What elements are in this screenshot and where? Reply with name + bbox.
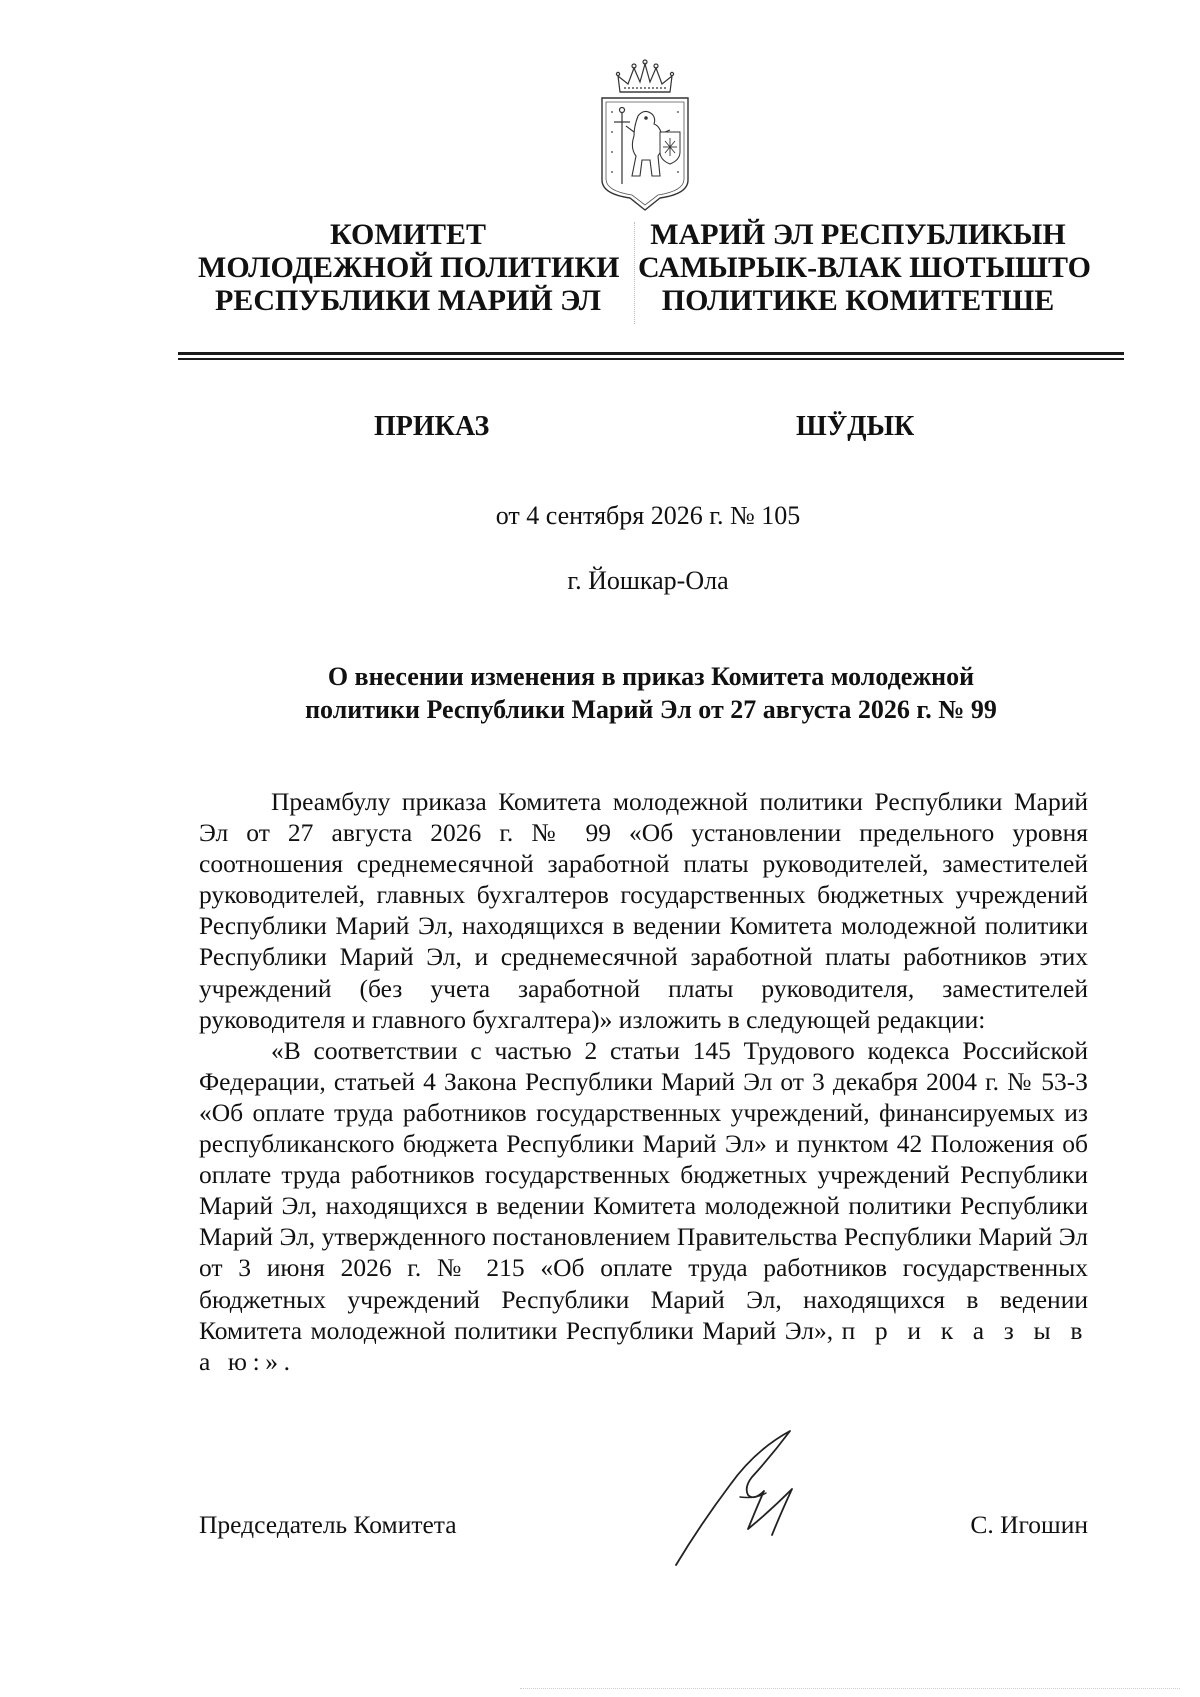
order-word-mari: ШӰДЫК	[796, 411, 915, 442]
body-paragraph-1: Преамбулу приказа Комитета молодежной политики Республики Марий Эл от 27 августа 2026 г. № 99 «Об установлении предельного уровня соотношения среднемесячной заработной платы руководителей, заместителей руководителей, главных бухгалтеров государственных бюджетных учреждений Республики Марий Эл, находящихся в ведении Комитета молодежной политики Республики Марий Эл, и среднемесячной заработной платы работников этих учреждений (без учета заработной платы руководителя, заместителей руководителя и главного бухгалтера)» изложить в следующей редакции:	[199, 787, 1088, 1034]
body-paragraph-2-spaced: п р и к а з ы в а ю:».	[199, 1315, 1088, 1376]
body-paragraph-2-text: «В соответствии с частью 2 статьи 145 Трудового кодекса Российской Федерации, статьей 4 Закона Республики Марий Эл от 3 декабря 2004 г. № 53-З «Об оплате труда работников государственных учреждений, финансируемых из республиканского бюджета Республики Марий Эл» и пунктом 42 Положения об оплате труда работников государственных бюджетных учреждений Республики Марий Эл, находящихся в ведении Комитета молодежной политики Республики Марий Эл, утвержденного постановлением Правительства Республики Марий Эл от 3 июня 2026 г. № 215 «Об оплате труда работников государственных бюджетных учреждений Республики Марий Эл, находящихся в ведении Комитета молодежной политики Республики Марий Эл»,	[199, 1035, 1088, 1345]
signatory-name: С. Игошин	[970, 1510, 1088, 1539]
header-right-line: САМЫРЫК-ВЛАК ШОТЫШТО	[638, 251, 1091, 284]
handwritten-signature	[660, 1425, 840, 1575]
header-left	[198, 218, 618, 317]
document-body	[199, 786, 1088, 1377]
body-paragraph-2	[199, 1035, 1088, 1377]
header-rule-thin	[178, 358, 1124, 360]
coat-of-arms-icon	[590, 52, 700, 212]
header-right-line: МАРИЙ ЭЛ РЕСПУБЛИКЫН	[650, 218, 1066, 251]
document-title-line: О внесении изменения в приказ Комитета молодежной	[327, 662, 975, 691]
document-title-line: политики Республики Марий Эл от 27 августа 2026 г. № 99	[305, 695, 997, 724]
header-right-line: ПОЛИТИКЕ КОМИТЕТШЕ	[661, 284, 1055, 317]
header-left-line: МОЛОДЕЖНОЙ ПОЛИТИКИ	[198, 251, 620, 284]
scan-edge-line	[520, 1688, 1180, 1689]
header-divider	[634, 222, 635, 324]
header-rule-thick	[178, 352, 1124, 355]
order-word-ru: ПРИКАЗ	[374, 411, 490, 442]
document-title	[178, 660, 1124, 726]
signatory-position: Председатель Комитета	[199, 1510, 457, 1539]
order-city: г. Йошкар-Ола	[567, 566, 729, 595]
order-date-number: от 4 сентября 2026 г. № 105	[495, 501, 801, 530]
header-left-line: РЕСПУБЛИКИ МАРИЙ ЭЛ	[214, 284, 601, 317]
header-left-line: КОМИТЕТ	[329, 218, 487, 251]
header-right	[638, 218, 1091, 317]
